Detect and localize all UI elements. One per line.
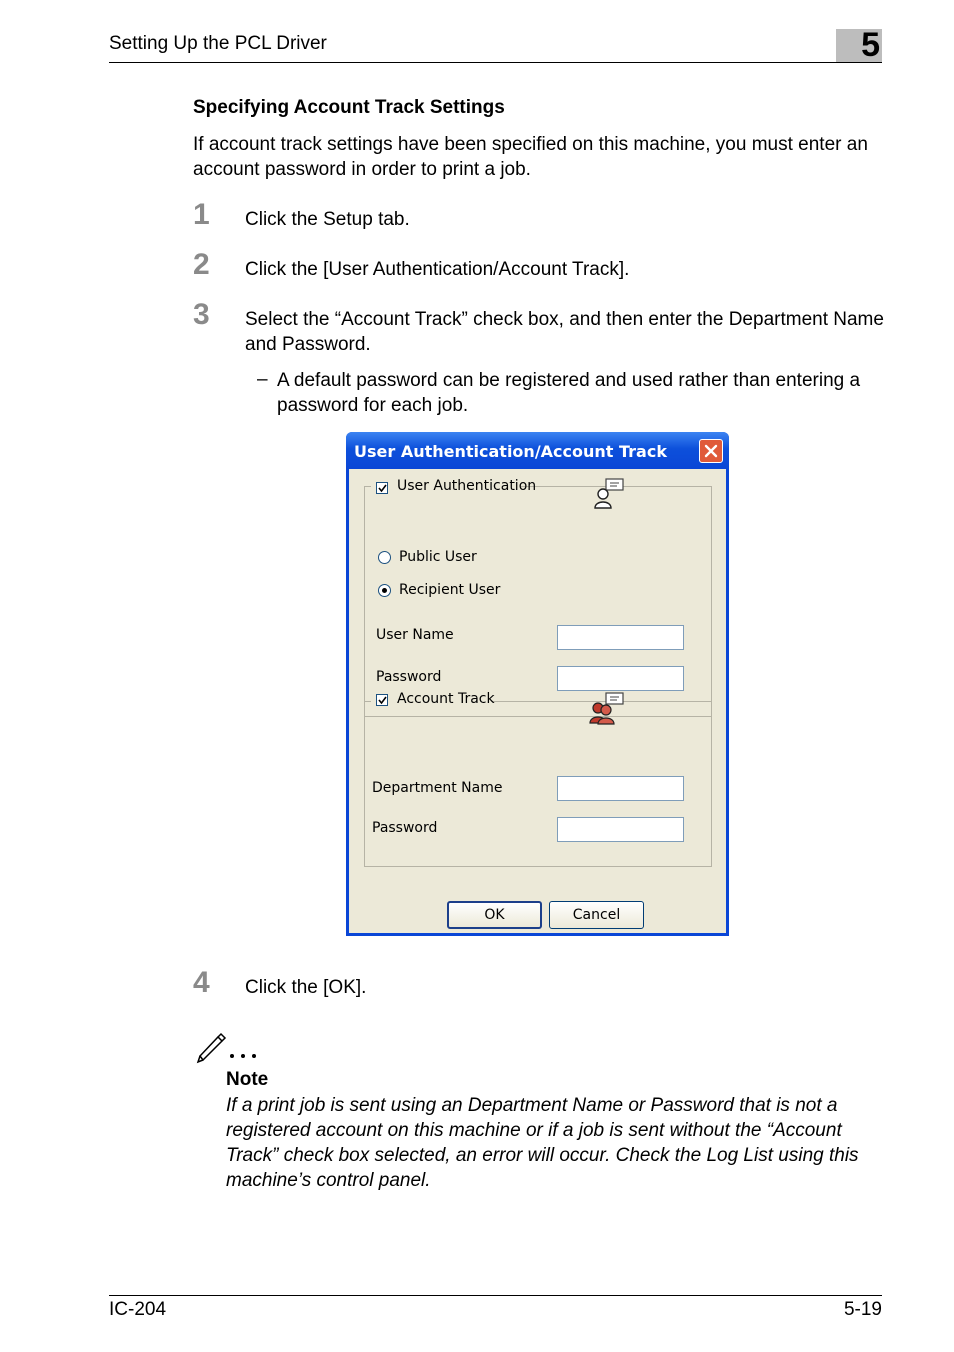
- step-text-1: Click the Setup tab.: [245, 209, 410, 230]
- department-name-field[interactable]: [557, 776, 684, 801]
- sub-bullet-text: A default password can be registered and used rather than entering a password for each job.: [277, 370, 861, 416]
- account-track-icon: [586, 692, 626, 731]
- ok-button[interactable]: OK: [447, 901, 542, 929]
- account-password-label: Password: [372, 820, 438, 836]
- recipient-user-radio[interactable]: [378, 584, 391, 597]
- step-number-2: 2: [193, 248, 210, 281]
- step-number-4: 4: [193, 966, 210, 999]
- user-password-label: Password: [376, 669, 442, 685]
- department-name-label: Department Name: [372, 780, 503, 796]
- user-password-field[interactable]: [557, 666, 684, 691]
- user-auth-icon: [592, 477, 626, 516]
- sub-bullet-dash: –: [257, 369, 268, 390]
- recipient-user-label: Recipient User: [399, 582, 501, 598]
- account-track-checkbox[interactable]: [376, 694, 388, 706]
- dialog-body: [349, 469, 726, 933]
- footer-rule: [109, 1295, 882, 1296]
- cancel-button[interactable]: Cancel: [549, 901, 644, 929]
- dialog-titlebar: [346, 432, 729, 469]
- step-number-3: 3: [193, 298, 210, 331]
- intro-paragraph: If account track settings have been specified on this machine, you must enter an account password in order to print a job.: [193, 134, 868, 180]
- close-icon[interactable]: [699, 439, 723, 463]
- user-name-field[interactable]: [557, 625, 684, 650]
- step-text-4: Click the [OK].: [245, 977, 367, 998]
- running-header: Setting Up the PCL Driver: [109, 33, 327, 54]
- account-track-dialog: [346, 432, 729, 936]
- public-user-label: Public User: [399, 549, 477, 565]
- user-name-label: User Name: [376, 627, 454, 643]
- step-text-3: Select the “Account Track” check box, and then enter the Department Name and Password.: [245, 309, 884, 355]
- footer-model: IC-204: [109, 1299, 167, 1320]
- footer-page-number: 5-19: [843, 1299, 882, 1320]
- pencil-icon: [196, 1030, 262, 1069]
- account-track-label: Account Track: [397, 691, 495, 707]
- note-text: If a print job is sent using an Department Name or Password that is not a registered account on this machine or if a job is sent without the “Account Track” check box selected, an error will occur. Check the Log List using this machine’s control panel.: [226, 1095, 859, 1191]
- note-title: Note: [226, 1069, 269, 1090]
- header-rule: [109, 62, 882, 63]
- account-password-field[interactable]: [557, 817, 684, 842]
- dialog-title: User Authentication/Account Track: [354, 442, 667, 461]
- user-auth-checkbox[interactable]: [376, 482, 388, 494]
- user-auth-label: User Authentication: [397, 478, 537, 494]
- chapter-number: 5: [861, 26, 880, 64]
- public-user-radio[interactable]: [378, 551, 391, 564]
- section-title: Specifying Account Track Settings: [193, 97, 505, 118]
- step-text-2: Click the [User Authentication/Account Track].: [245, 259, 630, 280]
- step-number-1: 1: [193, 198, 210, 231]
